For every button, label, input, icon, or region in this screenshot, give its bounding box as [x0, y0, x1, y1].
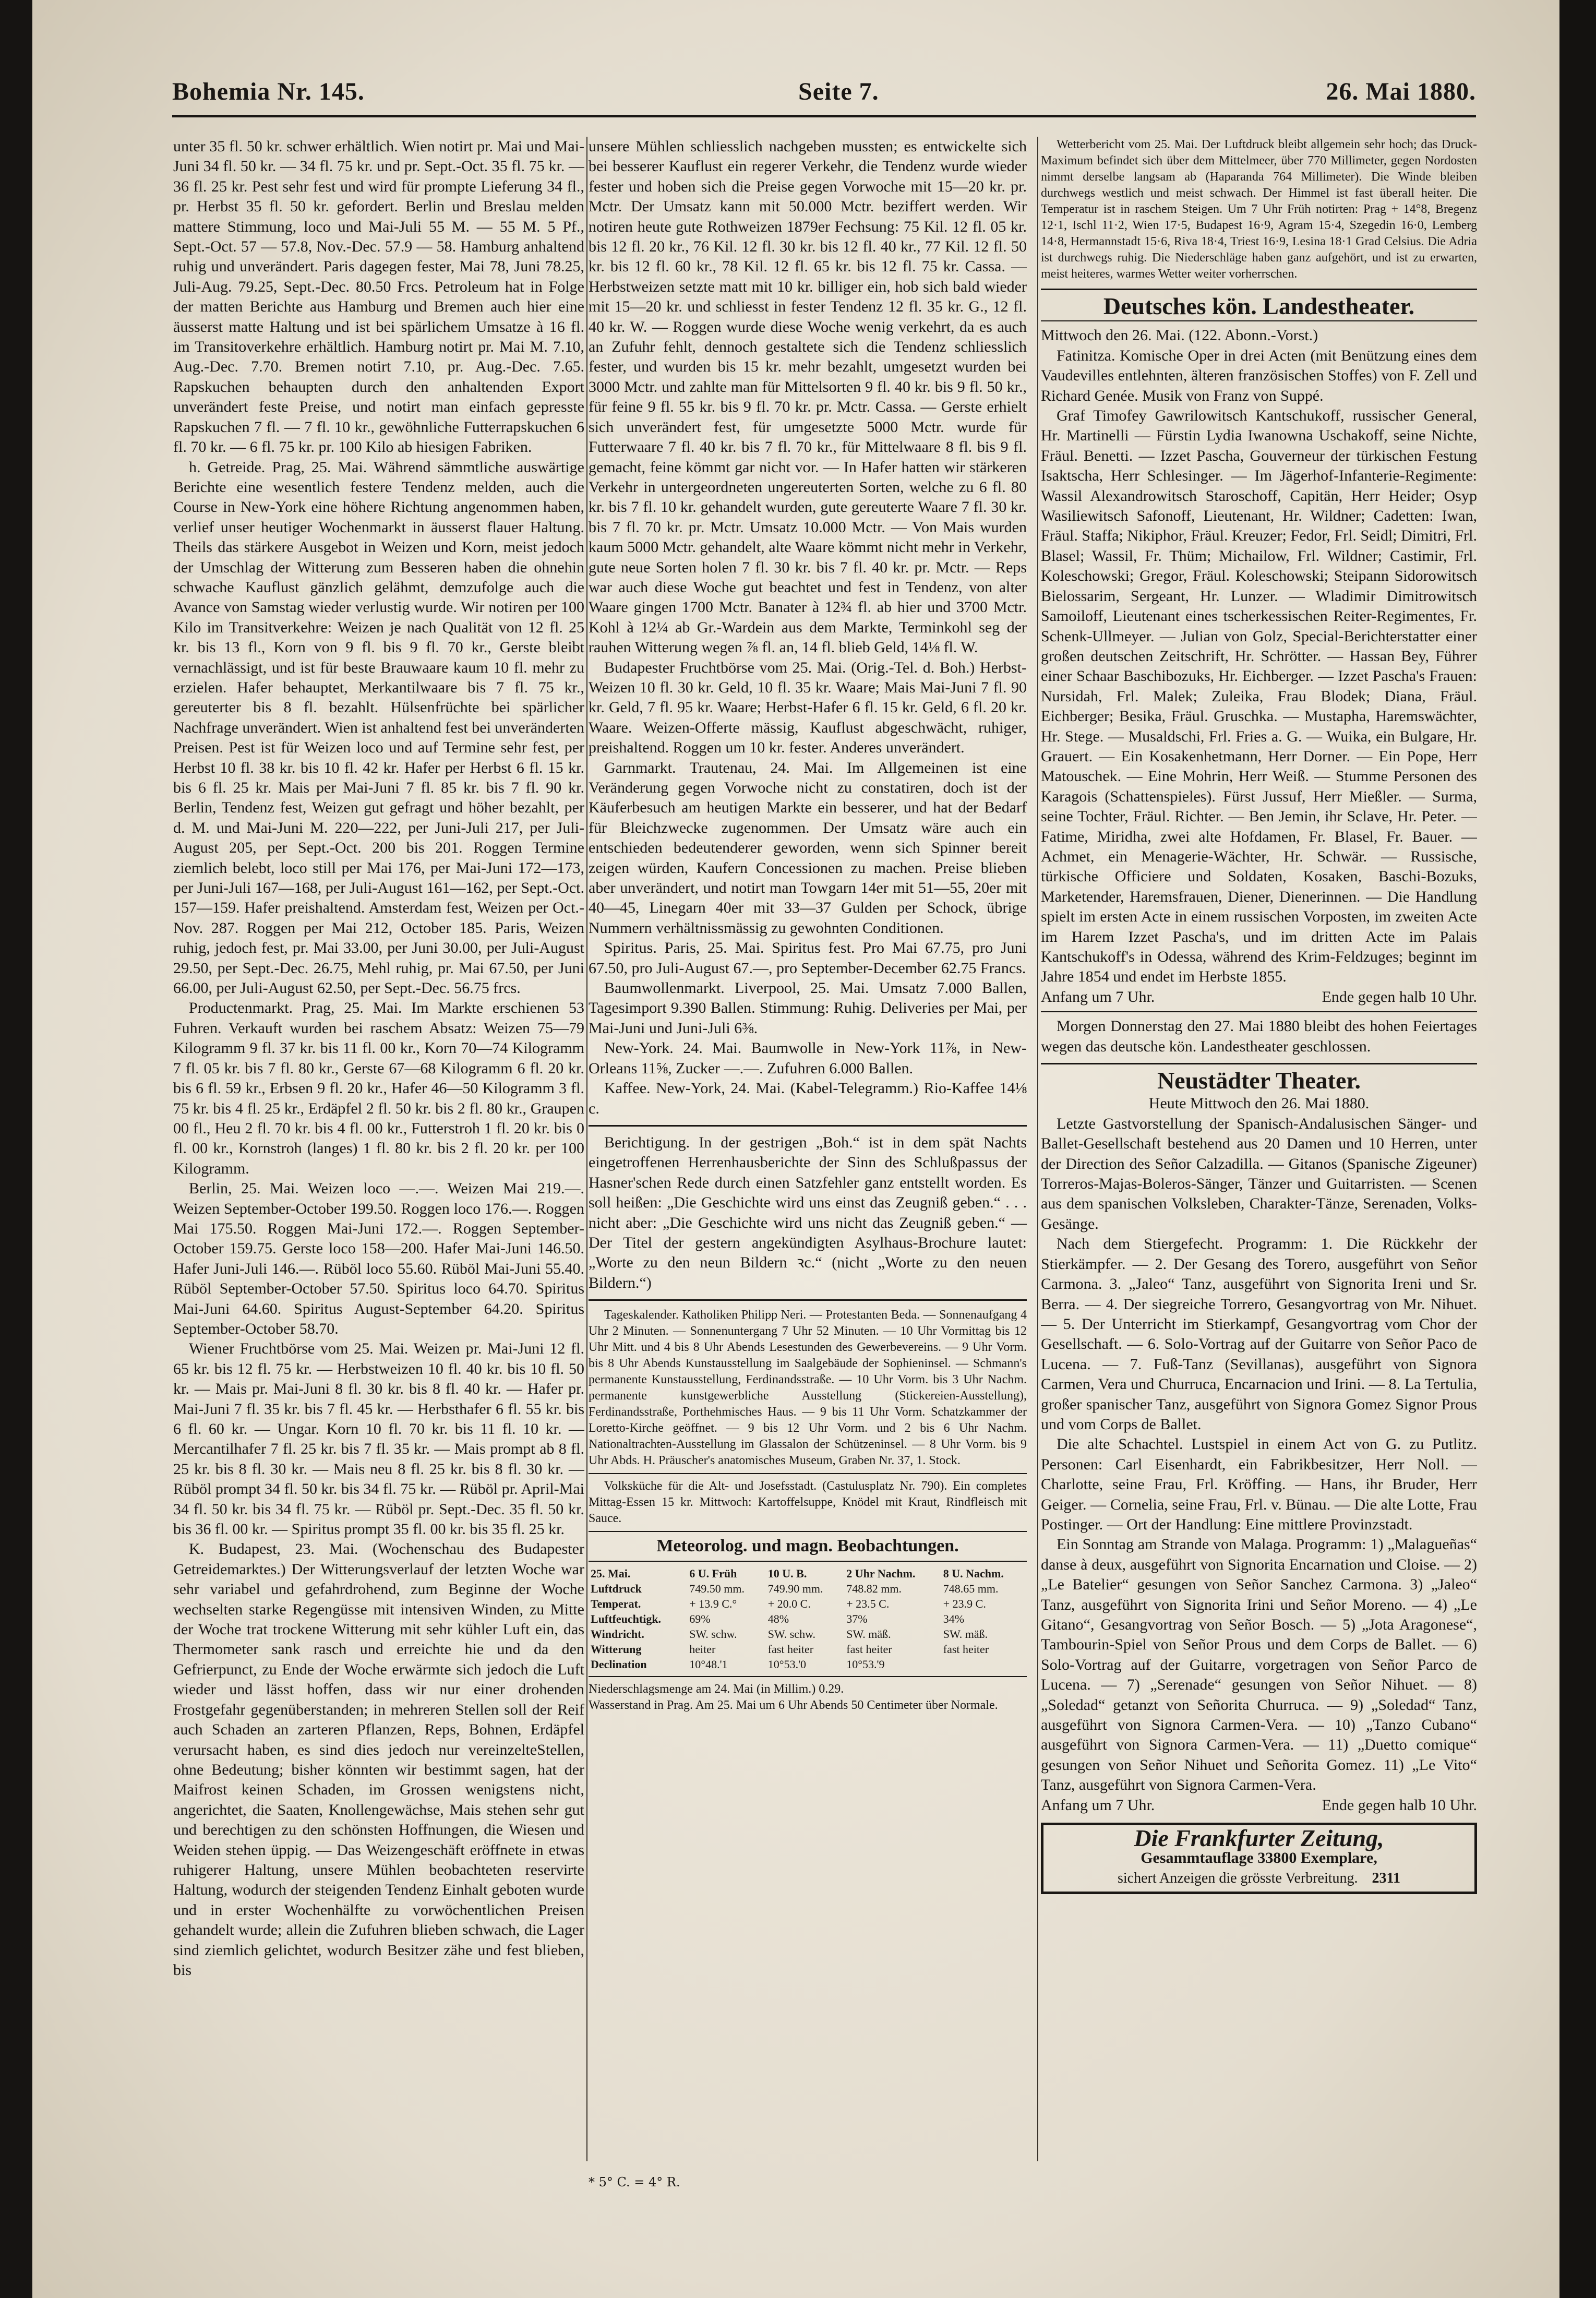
section-rule [1041, 289, 1477, 290]
theater-heading: Neustädter Theater. [1157, 1067, 1361, 1094]
table-cell: 25. Mai. [591, 1566, 631, 1580]
article-yarn-market: Garnmarkt. Trautenau, 24. Mai. Im Allgemeinen ist eine Veränderung gegen Vorwoche nicht zu constatiren, doch ist der Käuferbesuch am heutigen Markte ein besserer, und hat der Bedarf für Bleichzwecke zugenommen. Der Umsatz wäre auch ein entschieden bedeutenderer geworden, wenn sich Spinner bereit zeigen würden, Kaufern Concessionen zu machen. Preise blieben aber unverändert, und notirt man Towgarn 14er mit 51—55, 20er mit 40—45, Linegarn 40er mit 33—37 Gulden per Schock, übrige Nummern verhältnissmässig zu gewohnten Conditionen. [589, 759, 1027, 937]
scan-border-right [1559, 0, 1596, 2298]
table-cell: SW. mäß. [846, 1627, 891, 1641]
table-cell: 10°53.'0 [767, 1657, 807, 1671]
column-2 [589, 137, 1027, 2161]
cast-list: Graf Timofey Gawrilowitsch Kantschukoff, russischer General, Hr. Martinelli — Fürstin Lydia Iwanowna Uschakoff, seine Nichte, Fräul. Benetti. — Izzet Pascha, Gouverneur der türkischen Festung Isaktscha, Herr Schlesinger. — Im Jägerhof-Infanterie-Regimente: Wassil Alexandrowitsch Staroschoff, Capitän, Herr Heider; Osyp Wasiliewitsch Safonoff, Lieutenant, Hr. Wildner; Cadetten: Iwan, Fräul. Staffa; Nikiphor, Fräul. Kreuzer; Fedor, Frl. Seidl; Dimitri, Frl. Blasel; Wassil, Fr. Thüm; Michailow, Frl. Wildner; Castimir, Frl. Koleschowski; Gregor, Fräul. Koleschowski; Steipann Sidorowitsch Bielossarim, Sergeant, Hr. Lunzer. — Wladimir Dimitrowitsch Samoiloff, Lieutenant eines tscherkessischen Reiter-Regimentes, Fr. Schenk-Ullmeyer. — Julian von Golz, Special-Berichterstatter einer großen deutschen Zeitschrift, Hr. Schrötter. — Hassan Bey, Führer einer Schaar Baschibozuks, Hr. Eichberger. — Izzet Pascha's Frauen: Nursidah, Frl. Malek; Zuleika, Frau Blodek; Diana, Fräul. Eichberger; Besika, Fräul. Gruschka. — Mustapha, Haremswächter, Hr. Stege. — Musaldschi, Frl. Fries a. G. — Wuika, ein Bulgare, Hr. Grauert. — Ein Kosakenhetmann, Herr Dorner. — Ein Pope, Herr Matouschek. — Eine Mohrin, Herr Weiß. — Stumme Personen des Karagois (Schattenspieles). Fürst Jussuf, Herr Mießler. — Surma, seine Tochter, Fräul. Richter. — Ben Jemin, ihr Sclave, Hr. Peter. — Fatime, Miridha, zwei alte Hofdamen, Fr. Blasel, Fr. Bauer. — Achmet, ein Menagerie-Wächter, Hr. Schwär. — Russische, türkische Officiere und Soldaten, Kosaken, Baschi-Bozuks, Marketender, Haremsfrauen, Diener, Dienerinnen. — Die Handlung spielt im ersten Acte in einem russischen Vorposten, im zweiten Acte im Harem Izzet Pascha's, und im dritten Acte im Palais Kantschukoff's in Odessa, während des Krim-Feldzuges; beginnt im Jahre 1854 und endet im Herbste 1855. [1041, 407, 1477, 986]
column-3 [1041, 137, 1477, 2161]
table-cell: SW. mäß. [943, 1627, 988, 1641]
article-budapest: K. Budapest, 23. Mai. (Wochenschau des Budapester Getreidemarktes.) Der Witterungsverlauf der letzten Woche war sehr variabel und gefahrdrohend, zum Beginne der Woche wechselten starke Regengüsse mit intensiven Winden, zu Mitte der Woche trat trockene Witterung mit sehr kühler Luft ein, das Thermometer sank rasch und erreichte hie und da den Gefrierpunct, zu Ende der Woche erwärmte sich jedoch die Luft wieder und lässt hoffen, dass wir nur einer drohenden Frostgefahr gegenüberstanden; in mehreren Stellen soll der Reif auch Schaden an zarteren Pflanzen, Reps, Bohnen, Erdäpfel verursacht haben, es sind dies jedoch nur vereinzelteStellen, ohne Bedeutung; bisher könnten wir bestimmt sagen, hat der Maifrost keinen Schaden, im Grossen wenigstens nicht, angerichtet, die Saaten, Knollengewächse, Mais stehen sehr gut und berechtigen zu den schönsten Hoffnungen, die Wiesen und Weiden stehen üppig. — Das Weizengeschäft eröffnete in etwas ruhigerer Haltung, unsere Mühlen beobachteten reservirte Haltung, wodurch der steigenden Tendenz Einhalt geboten wurde und in erster Wochenhälfte zu vorwöchentlichen Preisen gehandelt wurde; allein die Zufuhren blieben schwach, die Lager sind ziemlich gelichtet, wodurch Besitzer zähe und fest blieben, bis [173, 1540, 584, 1979]
section-rule [589, 1531, 1027, 1532]
start-time: Anfang um 7 Uhr. [1041, 1796, 1155, 1814]
table-cell: 10°53.'9 [846, 1657, 885, 1671]
advertisement-frankfurter-zeitung [1041, 1823, 1477, 1894]
table-row [589, 1642, 1027, 1657]
page-number: Seite 7. [798, 78, 879, 105]
table-cell: Temperat. [591, 1597, 641, 1610]
section-rule [589, 1473, 1027, 1474]
page-header [172, 77, 1476, 119]
table-cell: 6 U. Früh [689, 1566, 737, 1580]
weather-report: Wetterbericht vom 25. Mai. Der Luftdruck bleibt allgemein sehr hoch; das Druck-Maximum befindet sich über dem Mittelmeer, über 770 Millimeter, gegen Nordosten nimmt derselbe langsam ab (Haparanda 764 Millimeter). Die Winde bleiben durchwegs westlich und meist schwach. Der Himmel ist fast überall heiter. Die Temperatur ist in raschem Steigen. Um 7 Uhr Früh notirten: Prag + 14°8, Bregenz 12·1, Ischl 11·2, Wien 17·5, Budapest 16·9, Agram 15·4, Szegedin 16·0, Lemberg 14·8, Hermannstadt 15·6, Riva 18·4, Triest 16·9, Lesina 18·1 Grad Celsius. Die Adria ist durchwegs ruhig. Die Niederschläge haben ganz aufgehört, und ist zu erwarten, meist heiteres, warmes Wetter weiter vorherrschen. [1041, 138, 1477, 281]
table-cell: 10 U. B. [767, 1566, 807, 1580]
column-divider [586, 137, 587, 2161]
table-cell: 34% [943, 1612, 965, 1625]
table-cell: 8 U. Nachm. [943, 1566, 1004, 1580]
table-cell: 748.82 mm. [846, 1582, 902, 1595]
column-divider [1037, 137, 1038, 2161]
masthead-title: Bohemia Nr. 145. [172, 78, 365, 105]
table-cell: SW. schw. [767, 1627, 816, 1641]
end-time: Ende gegen halb 10 Uhr. [1322, 988, 1477, 1006]
table-cell: + 20.0 C. [767, 1597, 811, 1610]
section-rule [1041, 1011, 1477, 1012]
performance-title: Fatinitza. Komische Oper in drei Acten (mit Benützung eines dem Vaudevilles entlehnten, älteren französischen Stoffes) von F. Zell und Richard Genée. Musik von Franz von Suppé. [1041, 346, 1477, 404]
day-calendar: Tageskalender. Katholiken Philipp Neri. — Protestanten Beda. — Sonnenaufgang 4 Uhr 2 Minuten. — Sonnenuntergang 7 Uhr 52 Minuten. — 10 Uhr Vormittag bis 12 Uhr Mitt. und 4 bis 8 Uhr Abends Lesestunden des Gewerbevereins. — 9 Uhr Vorm. bis 8 Uhr Abends Kunstausstellung im Saalgebäude der Sophieninsel. — Schmann's permanente Kunstausstellung, Ferdinandsstraße. — 10 Uhr Vorm. bis 3 Uhr Nachm. permanente kunstgewerbliche Ausstellung (Stickereien-Ausstellung), Ferdinandsstraße, Porthehmisches Haus. — 9 bis 11 Uhr Vorm. Schatzkammer der Loretto-Kirche geöffnet. — 9 bis 12 Uhr Vorm. und 2 bis 6 Uhr Nachm. Nationaltrachten-Ausstellung im Glassalon der Schützeninsel. — 8 Uhr Vorm. bis 9 Uhr Abds. H. Präuscher's anatomisches Museum, Graben Nr. 37, 1. Stock. [589, 1308, 1027, 1468]
weather-observations-title: Meteorolog. und magn. Beobachtungen. [656, 1536, 959, 1556]
header-rule [172, 115, 1476, 117]
table-cell: 2 Uhr Nachm. [846, 1566, 916, 1580]
program-part-2: Die alte Schachtel. Lustspiel in einem Act von G. zu Putlitz. Personen: Carl Eisenhardt, ein Fabrikbesitzer, Herr Noll. — Charlotte, seine Frau, Frl. Kröffing. — Hans, ihr Bruder, Herr Geiger. — Cornelia, seine Frau, Frl. v. Bünau. — Die alte Lotte, Frau Postinger. — Ort der Handlung: Eine mittlere Provinzstadt. [1041, 1435, 1477, 1533]
table-cell: fast heiter [767, 1642, 814, 1656]
table-cell [941, 1657, 1027, 1672]
article-produce-market: Productenmarkt. Prag, 25. Mai. Im Markte erschienen 53 Fuhren. Verkauft wurden bei raschem Absatz: Weizen 75—79 Kilogramm 9 fl. 37 kr. bis 11 fl. 00 kr., Korn 70—74 Kilogramm 7 fl. 05 kr. bis 7 fl. 80 kr., Gerste 67—68 Kilogramm 6 fl. 20 kr. bis 6 fl. 59 kr., Erbsen 9 fl. 20 kr., Hafer 46—50 Kilogramm 3 fl. 75 kr. bis 4 fl. 25 kr., Erdäpfel 2 fl. 50 kr. bis 2 fl. 80 kr., Graupen 00 fl., Heu 2 fl. 70 kr. bis 4 fl. 00 kr., Futterstroh 1 fl. 20 kr. bis 0 fl. 00 kr., Kornstroh (langes) 1 fl. 80 kr. bis 2 fl. 20 kr. per 100 Kilogramm. [173, 999, 584, 1177]
table-cell: Declination [591, 1657, 647, 1671]
performance-date: Heute Mittwoch den 26. Mai 1880. [1148, 1095, 1370, 1112]
water-level-note: Wasserstand in Prag. Am 25. Mai um 6 Uhr Abends 50 Centimeter über Normale. [589, 1698, 998, 1712]
scan-border-left [0, 0, 32, 2298]
table-cell: Luftdruck [591, 1582, 642, 1595]
program-part-3: Ein Sonntag am Strande von Malaga. Programm: 1) „Malagueñas“ danse à deux, ausgeführt von Signorita Encarnation und Cloise. — 2) „Le Batelier“ gesungen von Señor Sanchez Carmona. 3) „Jaleo“ Tanz, ausgeführt von Signorita Irini und Señor Moreno. — 4) „Le Gitano“, Gesangvortrag von Señor Bosch. — 5) „Jota Aragonese“, Tambourin-Spiel von Señor Prous und dem Corps de Ballet. — 6) Solo-Vortrag auf der Guitarre, vorgetragen von Señor Parco de Lucena. — 7) „Serenade“ gesungen von Señor Nihuet. — 8) „Soledad“ getanzt von Señorita Churruca. — 9) „Soledad“ Tanz, ausgeführt von Signora Carmen-Vera. — 10) „Tanzo Cubano“ ausgeführt von Signora Carmen-Vera. — 11) „Duetto comique“ gesungen von Señor Nihuet und Señorita Gomez. 11) „Le Vito“ Tanz, ausgeführt von Signora Carmen-Vera. [1041, 1536, 1477, 1794]
table-cell: 749.50 mm. [689, 1582, 745, 1595]
table-row [589, 1611, 1027, 1626]
table-cell: Witterung [591, 1642, 642, 1656]
table-cell: fast heiter [943, 1642, 989, 1656]
issue-date: 26. Mai 1880. [1326, 78, 1476, 105]
article-coffee: Kaffee. New-York, 24. Mai. (Kabel-Telegramm.) Rio-Kaffee 14⅛ c. [589, 1080, 1027, 1117]
table-row [589, 1581, 1027, 1596]
table-row [589, 1626, 1027, 1642]
ad-title: Die Frankfurter Zeitung, [1134, 1825, 1384, 1852]
table-header-row [589, 1566, 1027, 1581]
section-rule [589, 1299, 1027, 1301]
section-rule [589, 1561, 1027, 1562]
table-cell: 48% [767, 1612, 789, 1625]
ad-number: 2311 [1372, 1870, 1401, 1886]
performance-times [1041, 987, 1477, 1007]
section-rule [1041, 1063, 1477, 1064]
precipitation-note: Niederschlagsmenge am 24. Mai (in Millim.) 0.29. [589, 1682, 844, 1696]
theater-heading: Deutsches kön. Landestheater. [1103, 293, 1415, 319]
table-cell: + 23.5 C. [846, 1597, 890, 1610]
column-1 [173, 137, 584, 2161]
ad-tagline [1049, 1869, 1469, 1888]
article-grain-prague: h. Getreide. Prag, 25. Mai. Während sämmtliche auswärtige Berichte eine wesentlich festere Tendenz melden, auch die Course in New-York eine höhere Richtung angenommen haben, verlief unser heutiger Wochenmarkt in äusserst flauer Haltung. Theils das stärkere Ausgebot in Weizen und Korn, meist jedoch der Umschlag der Witterung zum Besseren haben die ohnehin schwache Kauflust gänzlich gelähmt, demzufolge auch die Avance von Samstag wieder verlustig wurde. Wir notiren per 100 Kilo im Transitverkehre: Weizen je nach Qualität von 12 fl. 25 kr. bis 13 fl., Korn von 9 fl. bis 9 fl. 70 kr., Gerste bleibt vernachlässigt, und ist für beste Brauwaare kaum 10 fl. mehr zu erzielen. Hafer behauptet, Merkantilwaare bis 7 fl. 75 kr., gereuterter bis 8 fl. bezahlt. Hülsenfrüchte bei spärlicher Nachfrage unverändert. Wien ist anhaltend fest bei unveränderten Preisen. Pest ist für Weizen loco und auf Termine sehr fest, per Herbst 10 fl. 38 kr. bis 10 fl. 42 kr. Hafer per Herbst 6 fl. 15 kr. bis 6 fl. 25 kr. Mais per Mai-Juni 7 fl. 85 kr. bis 7 fl. 90 kr. Berlin, Tendenz fest, Weizen gut gefragt und höher bezahlt, per d. M. und Mai-Juni M. 220—222, per Juni-Juli 217, per Juli-August 205, per Sept.-Oct. 200 bis 201. Roggen Termine ziemlich belebt, loco still per Mai 176, per Mai-Juni 172—173, per Juni-Juli 167—168, per Juli-August 161—162, per Sept.-Oct. 157—159. Hafer preishaltend. Amsterdam fest, Weizen per Oct.-Nov. 287. Roggen per Mai 212, October 185. Paris, Weizen ruhig, jedoch fest, pr. Mai 33.00, per Juni 30.00, per Juli-August 29.50, per Sept.-Dec. 26.75, Mehl ruhig, pr. Mai 67.50, per Juni 66.00, per Juli-August 62.50, per Sept.-Dec. 56.75 frcs. [173, 458, 584, 997]
table-cell: + 13.9 C.° [689, 1597, 737, 1610]
weather-observations-table [589, 1566, 1027, 1672]
company-description: Letzte Gastvorstellung der Spanisch-Andalusischen Sänger- und Ballet-Gesellschaft bestehend aus 20 Damen und 10 Herren, unter der Direction des Señor Calzadilla. — Gitanos (Spanische Zigeuner) Torreros-Majas-Boleros-Sänger, Tänzer und Guitarristen. — Scenen aus dem spanischen Volksleben, Charakter-Tänze, Serenaden, Volks-Gesänge. [1041, 1115, 1477, 1232]
start-time: Anfang um 7 Uhr. [1041, 988, 1155, 1006]
section-rule [1041, 320, 1477, 321]
table-cell: 749.90 mm. [767, 1582, 823, 1595]
article-budapest-exchange: Budapester Fruchtbörse vom 25. Mai. (Orig.-Tel. d. Boh.) Herbst-Weizen 10 fl. 30 kr. Geld, 10 fl. 35 kr. Waare; Mais Mai-Juni 7 fl. 90 kr. Geld, 7 fl. 95 kr. Waare; Herbst-Hafer 6 fl. 15 kr. Geld, 6 fl. 20 kr. Waare. Weizen-Offerte mässig, Kauflust abgeschwächt, ruhiger, preishaltend. Roggen um 10 kr. fester. Anderes unverändert. [589, 659, 1027, 757]
footnote: * 5° C. = 4° R. [589, 2175, 680, 2189]
article-cotton: Baumwollenmarkt. Liverpool, 25. Mai. Umsatz 7.000 Ballen, Tagesimport 9.390 Ballen. Stimmung: Ruhig. Deliveries per Mai, per Mai-Juni und Juni-Juli 6⅜. [589, 979, 1027, 1037]
table-cell: heiter [689, 1642, 716, 1656]
table-cell: + 23.9 C. [943, 1597, 986, 1610]
table-cell: 748.65 mm. [943, 1582, 999, 1595]
article-vienna-exchange: Wiener Fruchtbörse vom 25. Mai. Weizen pr. Mai-Juni 12 fl. 65 kr. bis 12 fl. 75 kr. — Herbstweizen 10 fl. 40 kr. bis 10 fl. 50 kr. — Mais pr. Mai-Juni 8 fl. 30 kr. bis 8 fl. 40 kr. — Hafer pr. Mai-Juni 7 fl. 35 kr. bis 7 fl. 45 kr. — Herbsthafer 6 fl. 55 kr. bis 6 fl. 60 kr. — Ungar. Korn 10 fl. 70 kr. bis 11 fl. 10 kr. — Mercantilhafer 7 fl. 25 kr. bis 7 fl. 35 kr. — Mais prompt ab 8 fl. 25 kr. bis 8 fl. 30 kr. — Mais neu 8 fl. 25 kr. bis 8 fl. 30 kr. — Rüböl prompt 34 fl. 50 kr. bis 34 fl. 75 kr. — Rüböl pr. April-Mai 34 fl. 50 kr. bis 34 fl. 75 kr. — Rüböl pr. Sept.-Dec. 35 fl. 50 kr. bis 36 fl. 00 kr. — Spiritus prompt 35 fl. 00 kr. bis 35 fl. 25 kr. [173, 1340, 584, 1538]
program-part-1: Nach dem Stiergefecht. Programm: 1. Die Rückkehr der Stierkämpfer. — 2. Der Gesang des Torero, ausgeführt von Señor Carmona. 3. „Jaleo“ Tanz, ausgeführt von Signorita Ireni und Sr. Berra. — 4. Der siegreiche Torrero, Gesangvortrag von Mr. Nihuet. — 5. Der Unterricht im Stierkampf, Gesangvortrag vom Chor der Gesellschaft. — 6. Solo-Vortrag auf der Guitarre von Señor Paco de Lucena. — 7. Fuß-Tanz (Sevillanas), ausgeführt von Signora Carmen, Vera und Churruca, Encarnacion und Irini. — 8. La Tertulia, großer spanischer Tanz, ausgeführt von Signora Gomez Signor Prous und vom Corps de Ballet. [1041, 1235, 1477, 1433]
article-berlin: Berlin, 25. Mai. Weizen loco —.—. Weizen Mai 219.—. Weizen September-October 199.50. Roggen loco 176.—. Roggen Mai 175.50. Roggen Mai-Juni 172.—. Roggen September-October 159.75. Gerste loco 158—200. Hafer Mai-Juni 146.50. Hafer Juni-Juli 146.—. Rüböl loco 55.60. Rüböl Mai-Juni 55.40. Rüböl September-October 57.50. Spiritus loco 64.70. Spiritus Mai-Juni 64.60. Spiritus August-September 64.20. Spiritus September-October 58.70. [173, 1180, 584, 1337]
soup-kitchen-notice: Volksküche für die Alt- und Josefsstadt. (Castulusplatz Nr. 790). Ein completes Mittag-Essen 15 kr. Mittwoch: Kartoffelsuppe, Knödel mit Kraut, Rindfleisch mit Sauce. [589, 1479, 1027, 1526]
table-row [589, 1596, 1027, 1611]
closure-notice: Morgen Donnerstag den 27. Mai 1880 bleibt des hohen Feiertages wegen das deutsche kön. Landestheater geschlossen. [1041, 1018, 1477, 1055]
table-cell: fast heiter [846, 1642, 892, 1656]
article-text: unter 35 fl. 50 kr. schwer erhältlich. Wien notirt pr. Mai und Mai-Juni 34 fl. 50 kr. — 34 fl. 75 kr. und pr. Sept.-Oct. 35 fl. 75 kr. — 36 fl. 25 kr. Pest sehr fest und wird für prompte Lieferung 34 fl., pr. Herbst 35 fl. 50 kr. gefordert. Berlin und Breslau melden mattere Stimmung, loco und Mai-Juli 55 M. — 55 M. 5 Pf., Sept.-Oct. 57 — 57.8, Nov.-Dec. 57.9 — 58. Hamburg anhaltend ruhig und unverändert. Paris dagegen fester, Mai 78, Juni 78.25, Juli-Aug. 79.25, Sept.-Dec. 80.50 Frcs. Petroleum hat in Folge der matten Berichte aus Hamburg und Bremen auch hier eine äusserst matte Haltung und ist bei spärlichem Umsatze à 16 fl. im Transitoverkehre erhältlich. Hamburg notirt pr. Mai M. 7.10, Aug.-Dec. 7.70. Bremen notirt 7.10, pr. Aug.-Dec. 7.65. Rapskuchen behaupten durch den anhaltenden Export unverändert feste Preise, und notirt man einfach gepresste Rapskuchen 7 fl. — 7 fl. 10 kr., gewöhnliche Futterrapskuchen 6 fl. 70 kr. — 6 fl. 75 kr. pr. 100 Kilo ab hiesigen Fabriken. [173, 138, 584, 456]
table-row [589, 1657, 1027, 1672]
table-cell: 10°48.'1 [689, 1657, 728, 1671]
article-spirits: Spiritus. Paris, 25. Mai. Spiritus fest. Pro Mai 67.75, pro Juni 67.50, pro Juli-August 67.—, pro September-December 62.75 Francs. [589, 939, 1027, 977]
article-text: unsere Mühlen schliesslich nachgeben mussten; es entwickelte sich bei besserer Kauflust ein regerer Verkehr, die Tendenz wurde wieder fester und hoben sich die Preise gegen Vorwoche mit 15—20 kr. pr. Mctr. Der Umsatz kann mit 50.000 Mctr. beziffert werden. Wir notiren heute gute Rothweizen 1879er Fechsung: 75 Kil. 12 fl. 05 kr. bis 12 fl. 20 kr., 76 Kil. 12 fl. 30 kr. bis 12 fl. 40 kr., 77 Kil. 12 fl. 50 kr. bis 12 fl. 60 kr., 78 Kil. 12 fl. 65 kr. bis 12 fl. 75 kr. Cassa. — Herbstweizen setzte matt mit 10 kr. billiger ein, hob sich bald wieder mit 15—20 kr. und schliesst in fester Tendenz 12 fl. 35 kr. G., 12 fl. 40 kr. W. — Roggen wurde diese Woche wenig verkehrt, da es auch an Zufuhr fehlt, dennoch gestaltete sich die Tendenz schliesslich fester, und wurden bis 15 kr. mehr bezahlt, umgesetzt wurden bei 3000 Mctr. und zahlte man für Mittelsorten 9 fl. 40 kr. bis 9 fl. 50 kr., für feine 9 fl. 55 kr. bis 9 fl. 70 kr. pr. Mctr. Cassa. — Gerste erhielt sich unverändert fest, für umgesetzte 5000 Mctr. wurde für Futterwaare 7 fl. 40 kr. bis 7 fl. 70 kr., für Mittelwaare 8 fl. bis 9 fl. gemacht, feine kömmt gar nicht vor. — In Hafer hatten wir stärkeren Verkehr in untergeordneten ungereuterten Sorten, welche zu 6 fl. 80 kr. bis 7 fl. 10 kr. gehandelt wurden, gute gereuterte Waare 7 fl. 30 kr. bis 7 fl. 70 kr. pr. Mctr. Umsatz 10.000 Mctr. — Von Mais wurden kaum 5000 Mctr. gehandelt, alte Waare kömmt nicht mehr in Verkehr, gute neue Sorten holen 7 fl. 30 kr. bis 7 fl. 40 kr. pr. Mctr. — Reps war auch diese Woche gut beachtet und fest in Tendenz, von alter Waare gingen 1700 Mctr. Banater à 12¾ fl. ab hier und 3700 Mctr. Kohl à 12¼ ab Gr.-Wardein aus dem Markte, Terminkohl seg der rauhen Witterung wegen ⅞ fl. an, 14 fl. blieb Geld, 14⅛ fl. W. [589, 138, 1027, 656]
ad-circulation: Gesammtauflage 33800 Exemplare, [1141, 1849, 1377, 1867]
correction-notice: Berichtigung. In der gestrigen „Boh.“ ist in dem spät Nachts eingetroffenen Herrenhausberichte der Sinn des Schlußpassus der Hasner'schen Rede durch einen Satzfehler ganz entstellt worden. Es soll heißen: „Die Geschichte wird uns einst das Zeugniß geben.“ . . . nicht aber: „Die Geschichte wird uns nicht das Zeugniß geben.“ — Der Titel der gestern angekündigten Asylhaus-Brochure lautet: „Worte zu den neun Bildern ꝛc.“ (nicht „Worte zu den neuen Bildern.“) [589, 1133, 1027, 1291]
ad-tagline-text: sichert Anzeigen die grösste Verbreitung. [1117, 1870, 1358, 1886]
table-cell: SW. schw. [689, 1627, 737, 1641]
table-cell: 37% [846, 1612, 868, 1625]
performance-times [1041, 1796, 1477, 1815]
article-newyork: New-York. 24. Mai. Baumwolle in New-York 11⅞, in New-Orleans 11⅝, Zucker —.—. Zufuhren 6.000 Ballen. [589, 1039, 1027, 1077]
table-cell: 69% [689, 1612, 711, 1625]
table-cell: Windricht. [591, 1627, 644, 1641]
table-cell: Luftfeuchtigk. [591, 1612, 662, 1625]
section-rule [589, 1676, 1027, 1677]
section-rule [589, 1125, 1027, 1127]
end-time: Ende gegen halb 10 Uhr. [1322, 1796, 1477, 1814]
performance-date: Mittwoch den 26. Mai. (122. Abonn.-Vorst.) [1041, 327, 1318, 344]
